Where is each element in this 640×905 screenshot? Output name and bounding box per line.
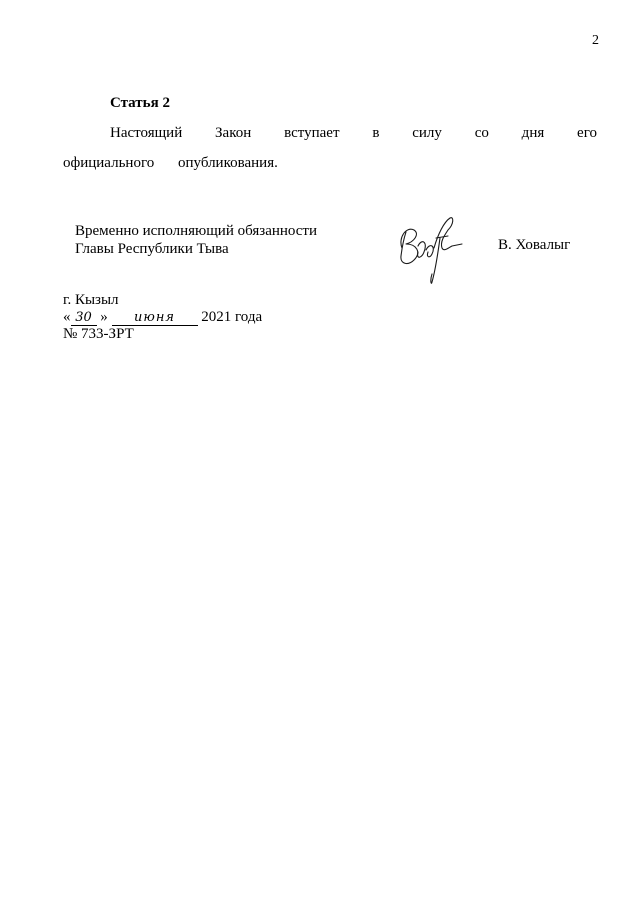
quote-open: «	[63, 309, 71, 325]
date-line	[63, 309, 262, 326]
signatory-position-line1: Временно исполняющий обязанности	[75, 223, 318, 239]
place-date-block	[63, 292, 262, 343]
signatory-position	[75, 222, 317, 258]
quote-close: »	[100, 309, 108, 325]
law-number: № 733-ЗРТ	[63, 326, 134, 342]
city: г. Кызыл	[63, 292, 119, 308]
page-number: 2	[592, 33, 599, 48]
article-text-last: опубликования.	[177, 155, 278, 171]
article-text	[63, 118, 597, 178]
handwritten-signature	[392, 208, 472, 288]
date-month: июня	[112, 311, 198, 326]
date-day: 30	[71, 311, 97, 326]
article-text-main: Настоящий Закон вступает в силу со дня его официального	[63, 125, 597, 171]
date-year: 2021 года	[201, 309, 263, 325]
signer-name: В. Ховалыг	[498, 237, 571, 253]
article-2	[63, 94, 597, 178]
article-title: Статья 2	[110, 95, 170, 111]
signatory-position-line2: Главы Республики Тыва	[75, 241, 229, 257]
